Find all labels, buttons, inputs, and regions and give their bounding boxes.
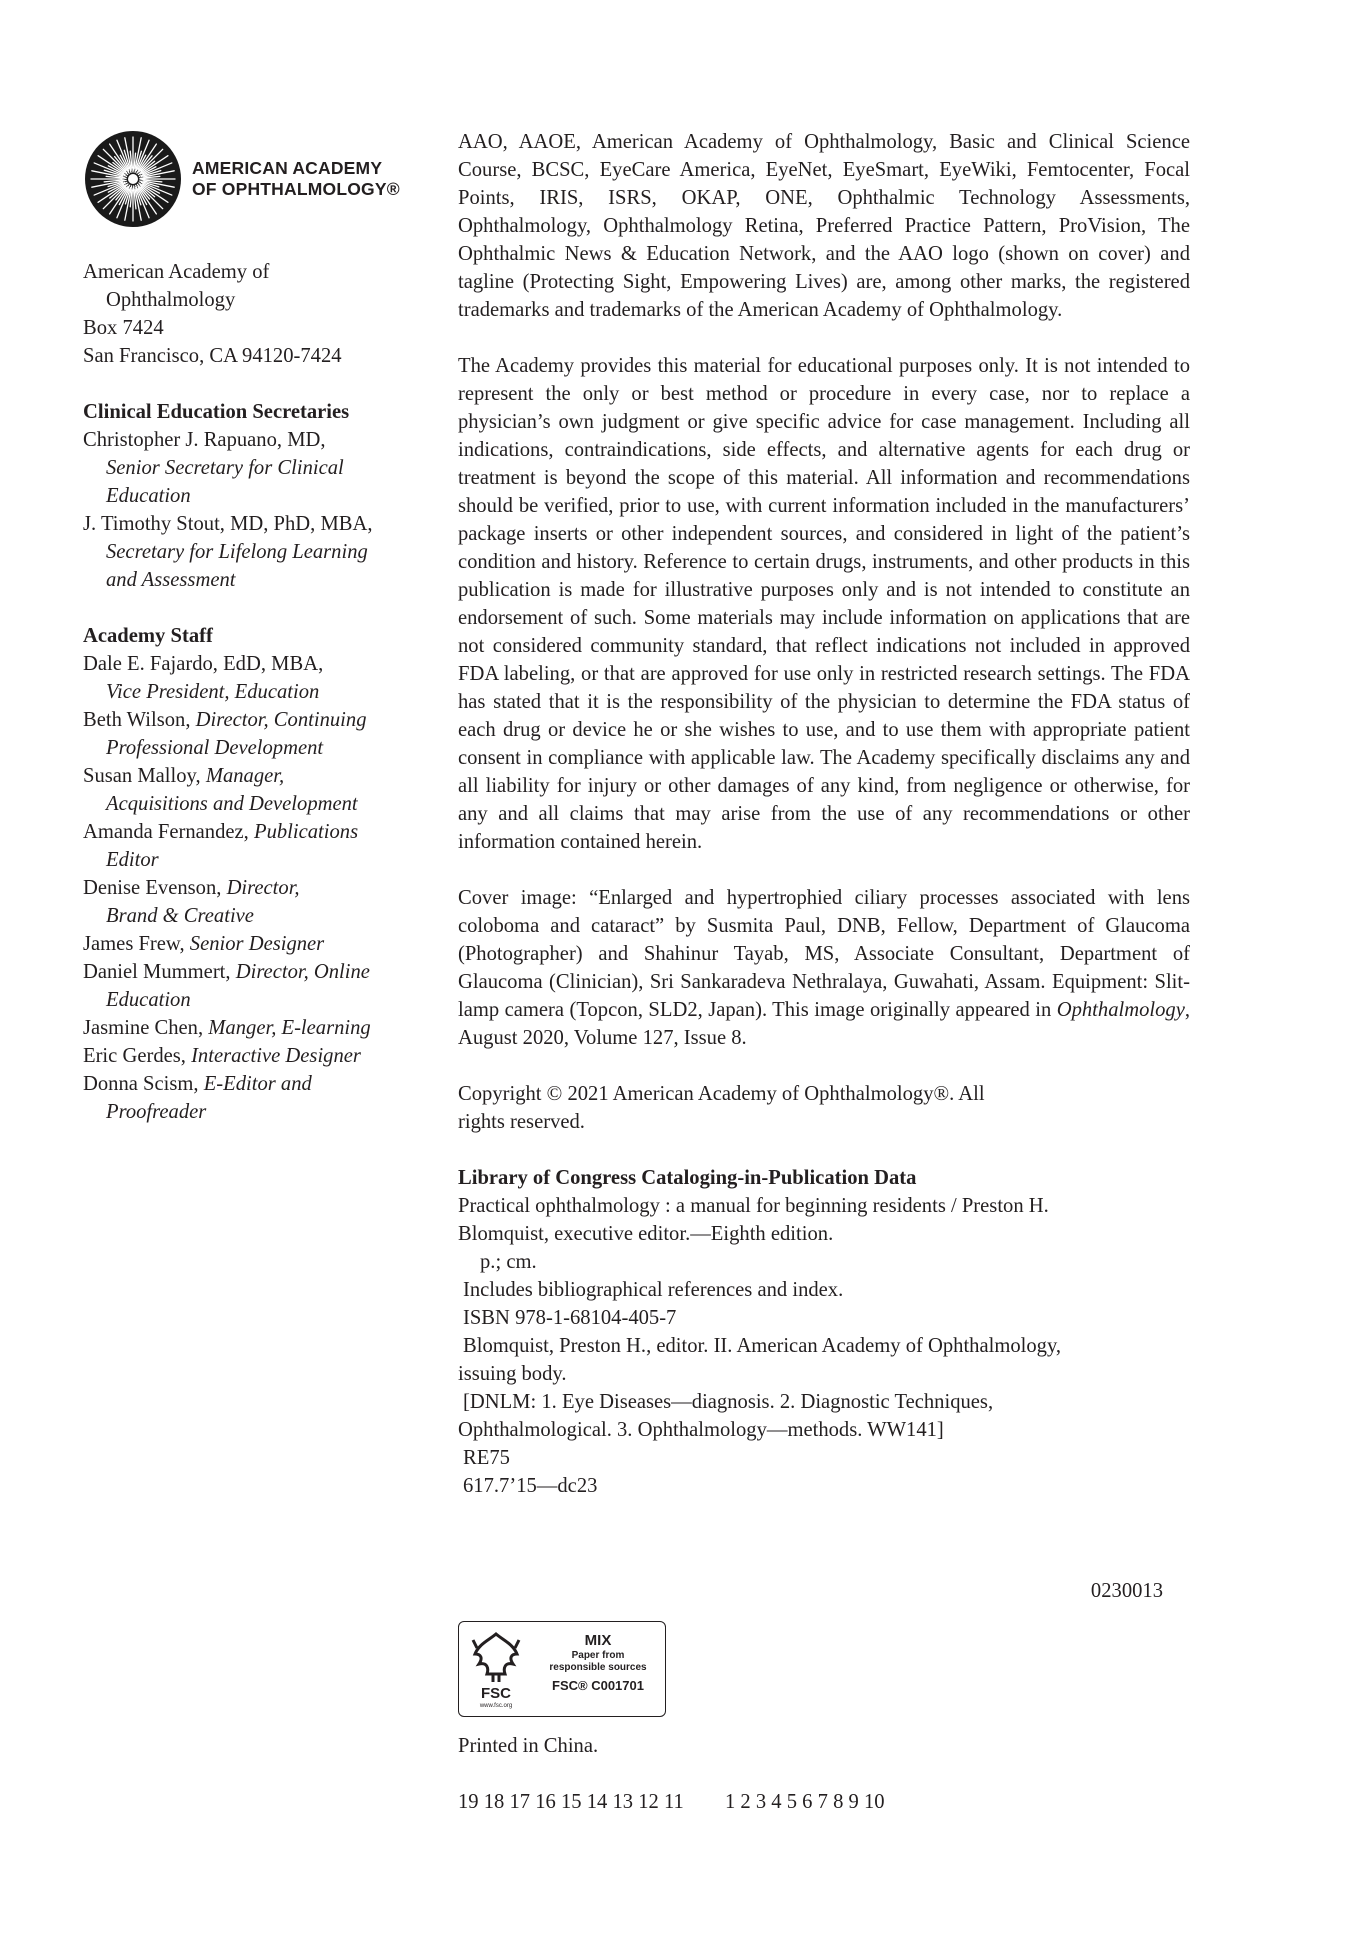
address-block — [83, 258, 428, 370]
fsc-label — [458, 1621, 666, 1717]
cover-credit-text: Cover image: “Enlarged and hypertrophied ciliary processes associated with lens coloboma and cataract” by Susmita Paul, DNB, Fellow, Department of Glaucoma (Photographer) and Shahinur Tayab, MS, Associate Consultant, Department of Glaucoma (Clinician), Sri Sankaradeva Nethralaya, Guwahati, Assam. Equipment: Slit-lamp camera (Topcon, SLD2, Japan). This image originally appeared in — [458, 887, 1190, 1021]
fsc-text: FSC — [481, 1685, 511, 1702]
staff-role: Acquisitions and Development — [106, 793, 358, 815]
secretary-name: J. Timothy Stout, MD, PhD, MBA, — [83, 513, 373, 535]
staff-entry — [83, 1070, 428, 1098]
secretary-role: and Assessment — [106, 569, 236, 591]
journal-title: Ophthalmology — [1056, 999, 1185, 1021]
fsc-code: FSC® C001701 — [552, 1678, 644, 1693]
staff-role: Director, Online — [235, 961, 370, 983]
logo-wordmark — [192, 158, 400, 200]
staff-entry — [83, 1042, 428, 1070]
cover-credit-text-end: , August 2020, Volume 127, Issue 8. — [458, 999, 1190, 1049]
secretary-role: Education — [106, 485, 191, 507]
disclaimer-paragraph: The Academy provides this material for educational purposes only. It is not intended to represent the only or best method or procedure in every case, nor to replace a physician’s own judgment or give specific advice for case management. Including all indications, contraindications, side effects, and alternative agents for each drug or treatment is beyond the scope of this material. All information and recommendations should be verified, prior to use, with current information included in the manufacturers’ package inserts or other independent sources, and considered in light of the patient’s condition and history. Reference to certain drugs, instruments, and other products in this publication is made for illustrative purposes only and is not intended to constitute an endorsement of such. Some materials may include information on applications that are not considered community standard, that reflect indications not included in approved FDA labeling, or that are approved for use only in restricted research settings. The FDA has stated that it is the responsibility of the physician to determine the FDA status of each drug or device he or she wishes to use, and to use them with appropriate patient consent in compliance with applicable law. The Academy specifically disclaims any and all liability for injury or other damages of any kind, from negligence or otherwise, for any and all claims that may arise from the use of any recommendations or other information contained herein. — [458, 355, 1190, 853]
left-column — [83, 258, 428, 1154]
staff-heading: Academy Staff — [83, 625, 213, 647]
cip-data-block — [458, 1164, 1190, 1500]
staff-role: Interactive Designer — [191, 1045, 361, 1067]
staff-role: Brand & Creative — [106, 905, 254, 927]
trademarks-paragraph: AAO, AAOE, American Academy of Ophthalmology, Basic and Clinical Science Course, BCSC, EyeCare America, EyeNet, EyeSmart, EyeWiki, Femtocenter, Focal Points, IRIS, ISRS, OKAP, ONE, Ophthalmic Technology Assessments, Ophthalmology, Ophthalmology Retina, Preferred Practice Pattern, ProVision, The Ophthalmic News & Education Network, and the AAO logo (shown on cover) and tagline (Protecting Sight, Empowering Lives) are, among other marks, the registered trademarks and trademarks of the American Academy of Ophthalmology. — [458, 131, 1190, 321]
staff-role: Editor — [106, 849, 159, 871]
staff-entry — [83, 930, 428, 958]
cip-line: Ophthalmological. 3. Ophthalmology—methods. WW141] — [458, 1419, 944, 1441]
staff-role: Director, — [226, 877, 300, 899]
staff-role: Manager, — [205, 765, 285, 787]
copyright-notice: Copyright © 2021 American Academy of Ophthalmology®. All rights reserved. — [458, 1083, 985, 1133]
logo-line-2: OF OPHTHALMOLOGY® — [192, 179, 400, 199]
staff-entry — [83, 874, 428, 902]
cip-heading: Library of Congress Cataloging-in-Publication Data — [458, 1167, 917, 1189]
cip-line: Includes bibliographical references and index. — [463, 1279, 844, 1301]
staff-name: Amanda Fernandez, — [83, 821, 249, 843]
staff-name: Donna Scism, — [83, 1073, 199, 1095]
cip-line: 617.7’15—dc23 — [463, 1475, 598, 1497]
cover-image-credit — [458, 884, 1190, 1052]
address-line-3: Box 7424 — [83, 317, 164, 339]
secretaries-heading: Clinical Education Secretaries — [83, 401, 350, 423]
starburst-logo-icon — [82, 128, 184, 230]
staff-role: Education — [106, 989, 191, 1011]
secretaries-block — [83, 398, 428, 594]
address-line-4: San Francisco, CA 94120-7424 — [83, 345, 342, 367]
cip-line: p.; cm. — [480, 1251, 537, 1273]
cip-line: RE75 — [463, 1447, 510, 1469]
print-line: 19 18 17 16 15 14 13 12 11 1 2 3 4 5 6 7 8 9 10 — [458, 1791, 885, 1813]
staff-role: Professional Development — [106, 737, 324, 759]
fsc-tree-icon — [465, 1628, 527, 1710]
staff-name: Susan Malloy, — [83, 765, 201, 787]
staff-entry — [83, 958, 428, 986]
staff-role: Proofreader — [106, 1101, 207, 1123]
aao-logo — [82, 128, 422, 228]
fsc-info — [537, 1632, 659, 1695]
cip-line: Blomquist, executive editor.—Eighth edition. — [458, 1223, 834, 1245]
cip-line: Practical ophthalmology : a manual for beginning residents / Preston H. — [458, 1195, 1049, 1217]
staff-role: Manger, E-learning — [208, 1017, 371, 1039]
staff-role: E-Editor and — [203, 1073, 312, 1095]
right-column — [458, 128, 1190, 1500]
secretary-name: Christopher J. Rapuano, MD, — [83, 429, 326, 451]
cip-line: Blomquist, Preston H., editor. II. American Academy of Ophthalmology, — [463, 1335, 1062, 1357]
printed-in: Printed in China. — [458, 1735, 599, 1757]
staff-name: Daniel Mummert, — [83, 961, 231, 983]
cip-line: issuing body. — [458, 1363, 567, 1385]
fsc-url: www.fsc.org — [479, 1703, 513, 1709]
logo-line-1: AMERICAN ACADEMY — [192, 158, 383, 178]
fsc-sub: Paper from — [571, 1650, 625, 1661]
fsc-mix: MIX — [584, 1632, 612, 1649]
staff-name: James Frew, — [83, 933, 185, 955]
staff-entry — [83, 1014, 428, 1042]
staff-role: Publications — [253, 821, 359, 843]
secretary-role: Secretary for Lifelong Learning — [106, 541, 368, 563]
staff-name: Eric Gerdes, — [83, 1045, 186, 1067]
address-line-1: American Academy of — [83, 261, 270, 283]
cip-line: [DNLM: 1. Eye Diseases—diagnosis. 2. Diagnostic Techniques, — [463, 1391, 994, 1413]
catalog-code: 0230013 — [1090, 1580, 1163, 1602]
staff-block — [83, 622, 428, 1126]
secretary-role: Senior Secretary for Clinical — [106, 457, 344, 479]
staff-name: Jasmine Chen, — [83, 1017, 204, 1039]
address-line-2: Ophthalmology — [106, 289, 236, 311]
staff-name: Beth Wilson, — [83, 709, 191, 731]
staff-entry — [83, 762, 428, 790]
staff-role: Vice President, Education — [106, 681, 320, 703]
staff-entry — [83, 818, 428, 846]
staff-entry — [83, 706, 428, 734]
staff-name: Dale E. Fajardo, EdD, MBA, — [83, 653, 324, 675]
staff-role: Senior Designer — [189, 933, 325, 955]
staff-role: Director, Continuing — [195, 709, 367, 731]
cip-line: ISBN 978-1-68104-405-7 — [463, 1307, 677, 1329]
fsc-sub: responsible sources — [549, 1662, 647, 1673]
staff-name: Denise Evenson, — [83, 877, 222, 899]
